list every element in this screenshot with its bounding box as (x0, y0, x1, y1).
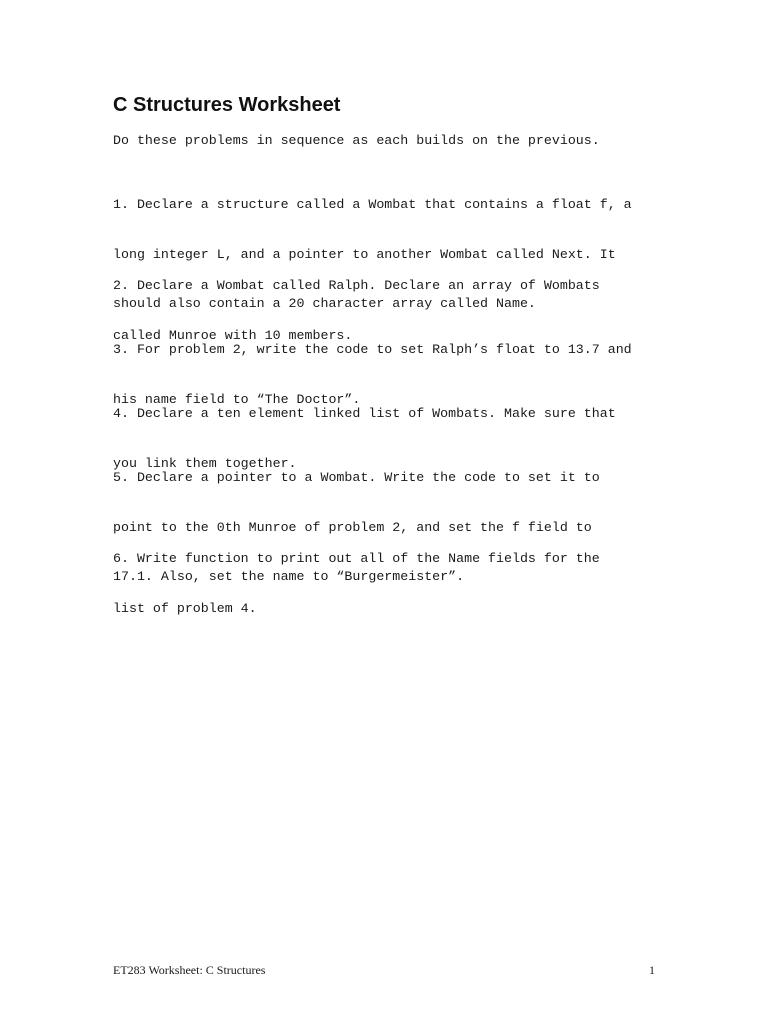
problem-2-line-2: called Munroe with 10 members. (113, 327, 353, 343)
page-title: C Structures Worksheet (113, 94, 341, 116)
problem-5-line-2: point to the 0th Munroe of problem 2, and set the f field to (113, 519, 592, 535)
page-number: 1 (649, 963, 655, 977)
problem-3-line-1: 3. For problem 2, write the code to set Ralph’s float to 13.7 and (113, 342, 632, 357)
intro-text: Do these problems in sequence as each builds on the previous. (113, 133, 600, 148)
problem-6-line-2: list of problem 4. (113, 600, 257, 616)
problem-2-line-1: 2. Declare a Wombat called Ralph. Declare an array of Wombats (113, 278, 600, 293)
problem-6 (113, 518, 600, 650)
problem-1-line-3: should also contain a 20 character array called Name. (113, 296, 536, 311)
problem-4-line-1: 4. Declare a ten element linked list of Wombats. Make sure that (113, 406, 616, 421)
problem-1-line-2: long integer L, and a pointer to another Wombat called Next. It (113, 246, 616, 262)
footer-title: ET283 Worksheet: C Structures (113, 963, 266, 977)
problem-6-line-1: 6. Write function to print out all of the Name fields for the (113, 551, 600, 566)
problem-5-line-1: 5. Declare a pointer to a Wombat. Write the code to set it to (113, 470, 600, 485)
problem-1-line-1: 1. Declare a structure called a Wombat that contains a float f, a (113, 197, 632, 212)
problem-4-line-2: you link them together. (113, 455, 297, 471)
problem-3-line-2: his name field to “The Doctor”. (113, 391, 361, 407)
problem-5-line-3: 17.1. Also, set the name to “Burgermeister”. (113, 569, 465, 584)
